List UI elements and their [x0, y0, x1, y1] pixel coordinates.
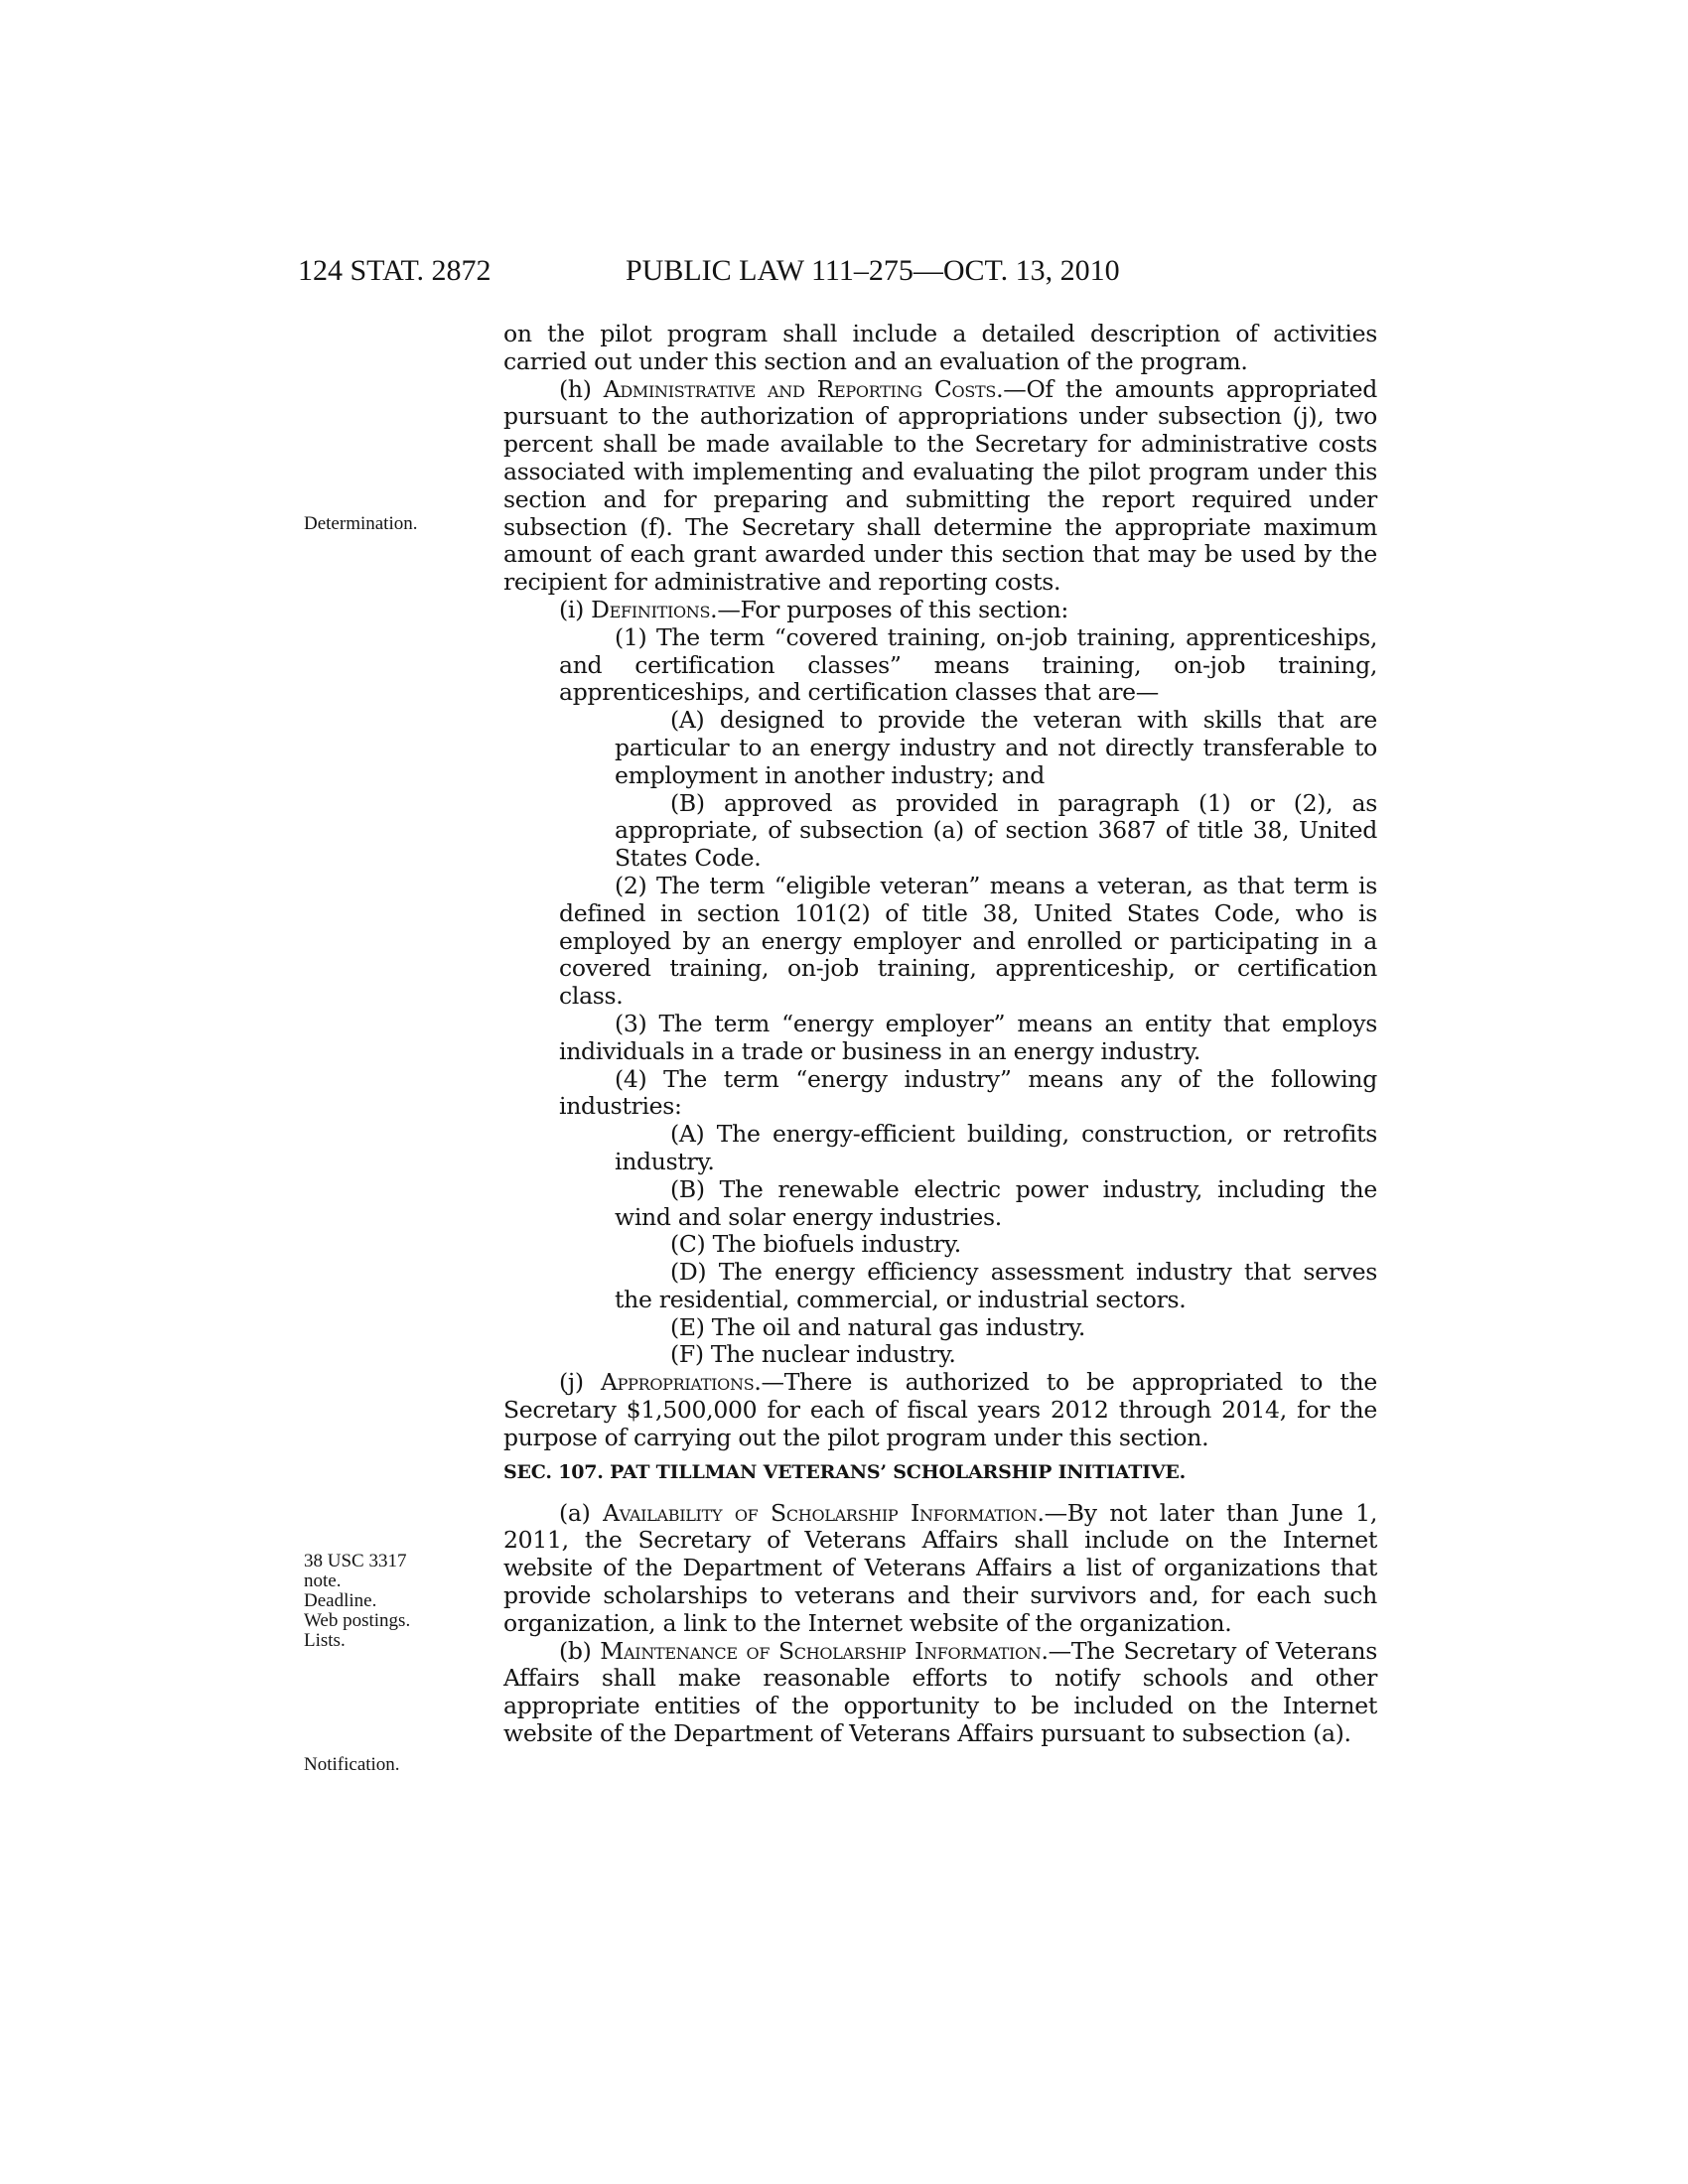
subsection-text: .—There is authorized to be appropriated to the Secretary $1,500,000 for each of fiscal years 2012 through 2014, for the purpose of carrying out the pilot program under this section. — [503, 1368, 1377, 1451]
running-header — [298, 253, 1380, 289]
subparagraph-i-4-D: (D) The energy efficiency assessment industry that serves the residential, commercial, or industrial sectors. — [615, 1258, 1377, 1313]
subsection-heading: Availability of Scholarship Information — [603, 1498, 1038, 1527]
margin-note-line: 38 USC 3317 — [304, 1551, 407, 1571]
subsection-label: (j) — [559, 1368, 602, 1397]
subsection-heading: Maintenance of Scholarship Information — [600, 1636, 1042, 1665]
margin-note-notification: Notification. — [304, 1754, 400, 1775]
subsection-label: (i) — [559, 595, 592, 623]
subparagraph-i-4-F: (F) The nuclear industry. — [670, 1340, 956, 1369]
stat-page-number: 124 STAT. 2872 — [298, 254, 492, 287]
subparagraph-i-4-B: (B) The renewable electric power industry, including the wind and solar energy industries. — [615, 1174, 1377, 1231]
subsection-text: .—The Secretary of Veterans Affairs shall make reasonable efforts to notify schools and other appropriate entities of the opportunity to be included on the Internet website of the Department of Veterans Affairs pursuant to subsection (a). — [503, 1636, 1377, 1748]
paragraph-i-2: (2) The term “eligible veteran” means a veteran, as that term is defined in section 101(2) of title 38, United States Code, who is employed by an energy employer and enrolled or participating in a covered training, on-job training, apprenticeship, or certification class. — [559, 871, 1377, 1011]
paragraph-i-3: (3) The term “energy employer” means an entity that employs individuals in a trade or business in an energy industry. — [559, 1009, 1377, 1065]
continuation-paragraph: on the pilot program shall include a detailed description of activities carried out under this section and an evaluation of the program. — [503, 320, 1377, 375]
subsection-heading: Administrative and Reporting Costs — [603, 374, 997, 403]
public-law-citation: PUBLIC LAW 111–275—OCT. 13, 2010 — [626, 254, 1120, 287]
subsection-heading: Appropriations — [601, 1368, 755, 1397]
subsection-text: .—Of the amounts appropriated pursuant to the authorization of appropriations under subsection (j), two percent shall be made available to the Secretary for administrative costs associated with implementing and evaluating the pilot program under this section and for preparing and submitting the report required under subsection (f). The Secretary shall determine the appropriate maximum amount of each grant awarded under this section that may be used by the recipient for administrative and reporting costs. — [503, 374, 1377, 597]
subparagraph-i-4-A: (A) The energy-efficient building, construction, or retrofits industry. — [615, 1120, 1377, 1175]
subparagraph-i-1-A: (A) designed to provide the veteran with skills that are particular to an energy industry and not directly transferable to employment in another industry; and — [615, 706, 1377, 789]
statute-body — [503, 321, 1377, 1748]
subsection-heading: Definitions — [591, 595, 711, 623]
subsection-i — [503, 597, 1377, 624]
section-107-heading: SEC. 107. PAT TILLMAN VETERANS’ SCHOLARSHIP INITIATIVE. — [503, 1460, 1187, 1483]
margin-note-line: Lists. — [304, 1630, 346, 1651]
paragraph-i-4: (4) The term “energy industry” means any of the following industries: — [559, 1064, 1377, 1121]
subparagraph-i-4-C: (C) The biofuels industry. — [670, 1230, 961, 1259]
margin-note-line: Deadline. — [304, 1590, 377, 1611]
paragraph-i-1: (1) The term “covered training, on-job training, apprenticeships, and certification classes” means training, on-job training, apprenticeships, and certification classes that are— — [559, 622, 1377, 707]
subparagraph-i-1-B: (B) approved as provided in paragraph (1) or (2), as appropriate, of subsection (a) of section 3687 of title 38, United States Code. — [615, 788, 1377, 873]
subsection-text: .—For purposes of this section: — [710, 595, 1069, 623]
subsection-label: (b) — [559, 1636, 601, 1665]
subsection-text: .—By not later than June 1, 2011, the Secretary of Veterans Affairs shall include on the Internet website of the Department of Veterans Affairs a list of organizations that provide scholarships to veterans and their survivors and, for each such organization, a link to the Internet website of the organization. — [503, 1498, 1377, 1637]
subsection-b — [503, 1638, 1377, 1748]
margin-note-sec107 — [304, 1552, 410, 1651]
margin-note-line: Web postings. — [304, 1610, 411, 1631]
subsection-label: (h) — [559, 374, 604, 403]
subsection-label: (a) — [559, 1498, 604, 1527]
subsection-j — [503, 1369, 1377, 1451]
subparagraph-i-4-E: (E) The oil and natural gas industry. — [670, 1312, 1086, 1341]
margin-note-line: note. — [304, 1570, 342, 1591]
subsection-a — [503, 1500, 1377, 1638]
margin-note-determination: Determination. — [304, 513, 418, 534]
subsection-h — [503, 376, 1377, 597]
